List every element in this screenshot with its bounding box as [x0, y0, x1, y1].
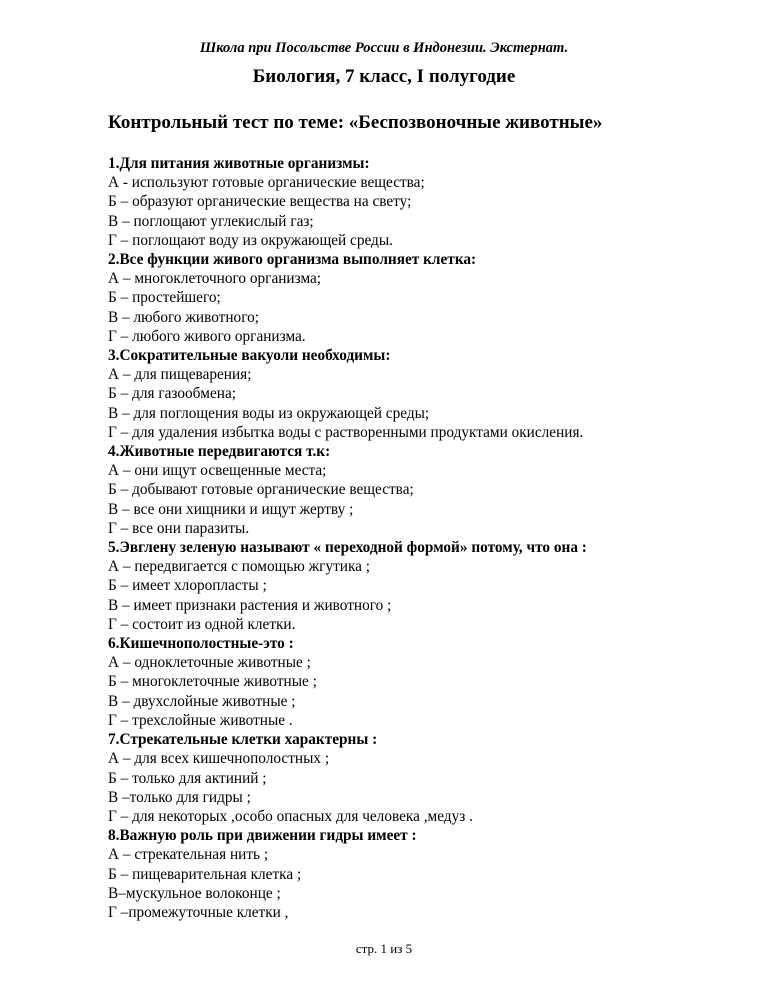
option-v: В –только для гидры ; — [108, 788, 251, 806]
question-text: 1.Для питания животные организмы: — [108, 155, 370, 172]
option-b: Б – образуют органические вещества на свету; — [108, 193, 412, 211]
question-6 — [108, 634, 708, 730]
option-v: В – все они хищники и ищут жертву ; — [108, 500, 354, 518]
option-v: В – любого животного; — [108, 308, 259, 326]
question-2 — [108, 250, 708, 346]
option-g: Г – для некоторых ,особо опасных для человека ,медуз . — [108, 807, 473, 825]
question-text: 2.Все функции живого организма выполняет клетка: — [108, 251, 477, 269]
school-name: Школа при Посольстве России в Индонезии. Экстернат. — [199, 40, 569, 56]
option-b: Б – простейшего; — [108, 289, 221, 307]
option-g: Г – любого живого организма. — [108, 327, 306, 345]
option-v: В – имеет признаки растения и животного ; — [108, 596, 392, 614]
option-g: Г – для удаления избытка воды с растворенными продуктами окисления. — [108, 423, 584, 441]
question-list — [108, 154, 708, 922]
option-g: Г – трехслойные животные . — [108, 711, 293, 729]
question-5 — [108, 538, 708, 634]
option-a: А - используют готовые органические вещества; — [108, 174, 425, 192]
question-8 — [108, 826, 708, 922]
option-v: В – для поглощения воды из окружающей среды; — [108, 404, 430, 422]
question-4 — [108, 442, 708, 538]
option-g: Г – все они паразиты. — [108, 519, 250, 537]
option-a: А – передвигается с помощью жгутика ; — [108, 558, 371, 576]
option-g: Г –промежуточные клетки , — [108, 903, 289, 921]
option-a: А – для пищеварения; — [108, 366, 252, 384]
test-title: Контрольный тест по теме: «Беспозвоночные животные» — [108, 112, 603, 133]
question-1 — [108, 154, 708, 250]
option-b: Б – только для актиний ; — [108, 769, 267, 787]
question-text: 5.Эвглену зеленую называют « переходной формой» потому, что она : — [108, 539, 587, 557]
option-b: Б – имеет хлоропласты ; — [108, 577, 267, 595]
option-v: В – двухслойные животные ; — [108, 692, 296, 710]
question-text: 3.Сократительные вакуоли необходимы: — [108, 347, 391, 365]
option-v: В – поглощают углекислый газ; — [108, 212, 314, 230]
question-text: 8.Важную роль при движении гидры имеет : — [108, 827, 417, 845]
question-text: 4.Животные передвигаются т.к: — [108, 443, 331, 461]
option-b: Б – пищеварительная клетка ; — [108, 865, 302, 883]
question-text: 7.Стрекательные клетки характерны : — [108, 731, 378, 749]
option-b: Б – для газообмена; — [108, 385, 236, 403]
question-3 — [108, 346, 708, 442]
option-b: Б – многоклеточные животные ; — [108, 673, 317, 691]
option-a: А – одноклеточные животные ; — [108, 654, 311, 672]
option-g: Г – поглощают воду из окружающей среды. — [108, 231, 393, 249]
option-a: А – стрекательная нить ; — [108, 846, 269, 864]
option-g: Г – состоит из одной клетки. — [108, 615, 296, 633]
subject-title: Биология, 7 класс, I полугодие — [252, 66, 516, 87]
question-text: 6.Кишечнополостные-это : — [108, 635, 294, 653]
question-7 — [108, 730, 708, 826]
option-a: А – многоклеточного организма; — [108, 270, 322, 288]
option-b: Б – добывают готовые органические вещества; — [108, 481, 414, 499]
option-a: А – для всех кишечнополостных ; — [108, 750, 330, 768]
option-a: А – они ищут освещенные места; — [108, 462, 327, 480]
page-number: стр. 1 из 5 — [355, 941, 413, 956]
option-v: В–мускульное волоконце ; — [108, 884, 281, 902]
